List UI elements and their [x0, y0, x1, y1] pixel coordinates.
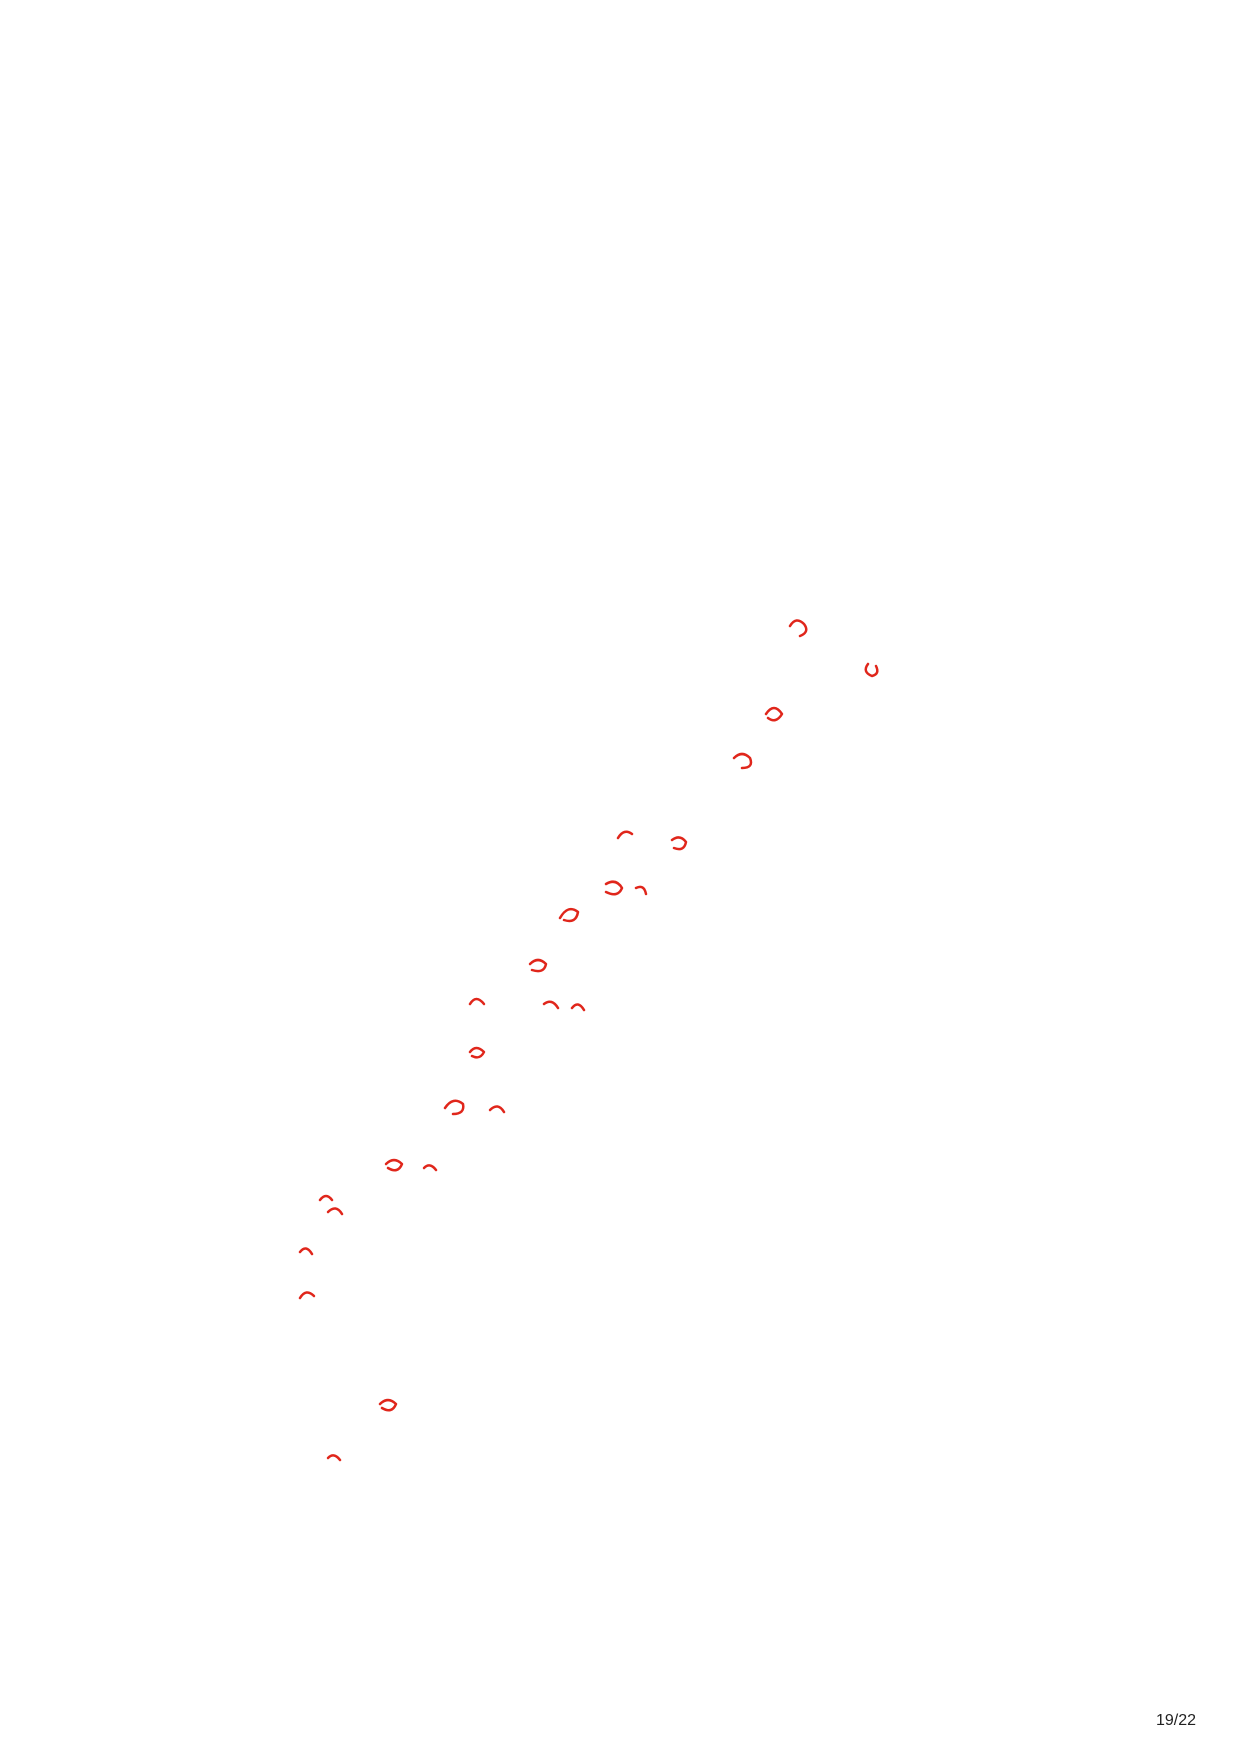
paragraph-10: [76, 1078, 1166, 1192]
paragraph-3: [76, 254, 1166, 482]
paragraph-6: [76, 656, 1166, 732]
paragraph-12: [76, 1308, 1166, 1384]
paragraph-2: [76, 196, 1166, 234]
paragraph-15: [76, 1634, 1166, 1672]
paragraph-8: [76, 886, 1166, 962]
paragraph-13: [76, 1404, 1166, 1442]
paragraph-14: [76, 1462, 1166, 1614]
paragraph-9: [76, 982, 1166, 1058]
paragraph-11: [76, 1212, 1166, 1288]
paragraph-1: [76, 62, 1166, 176]
body-text: [76, 62, 1166, 1682]
paragraph-7: [76, 752, 1166, 866]
paragraph-5: [76, 560, 1166, 636]
page-number: 19/22: [1155, 1712, 1196, 1729]
paragraph-4: [76, 502, 1166, 540]
